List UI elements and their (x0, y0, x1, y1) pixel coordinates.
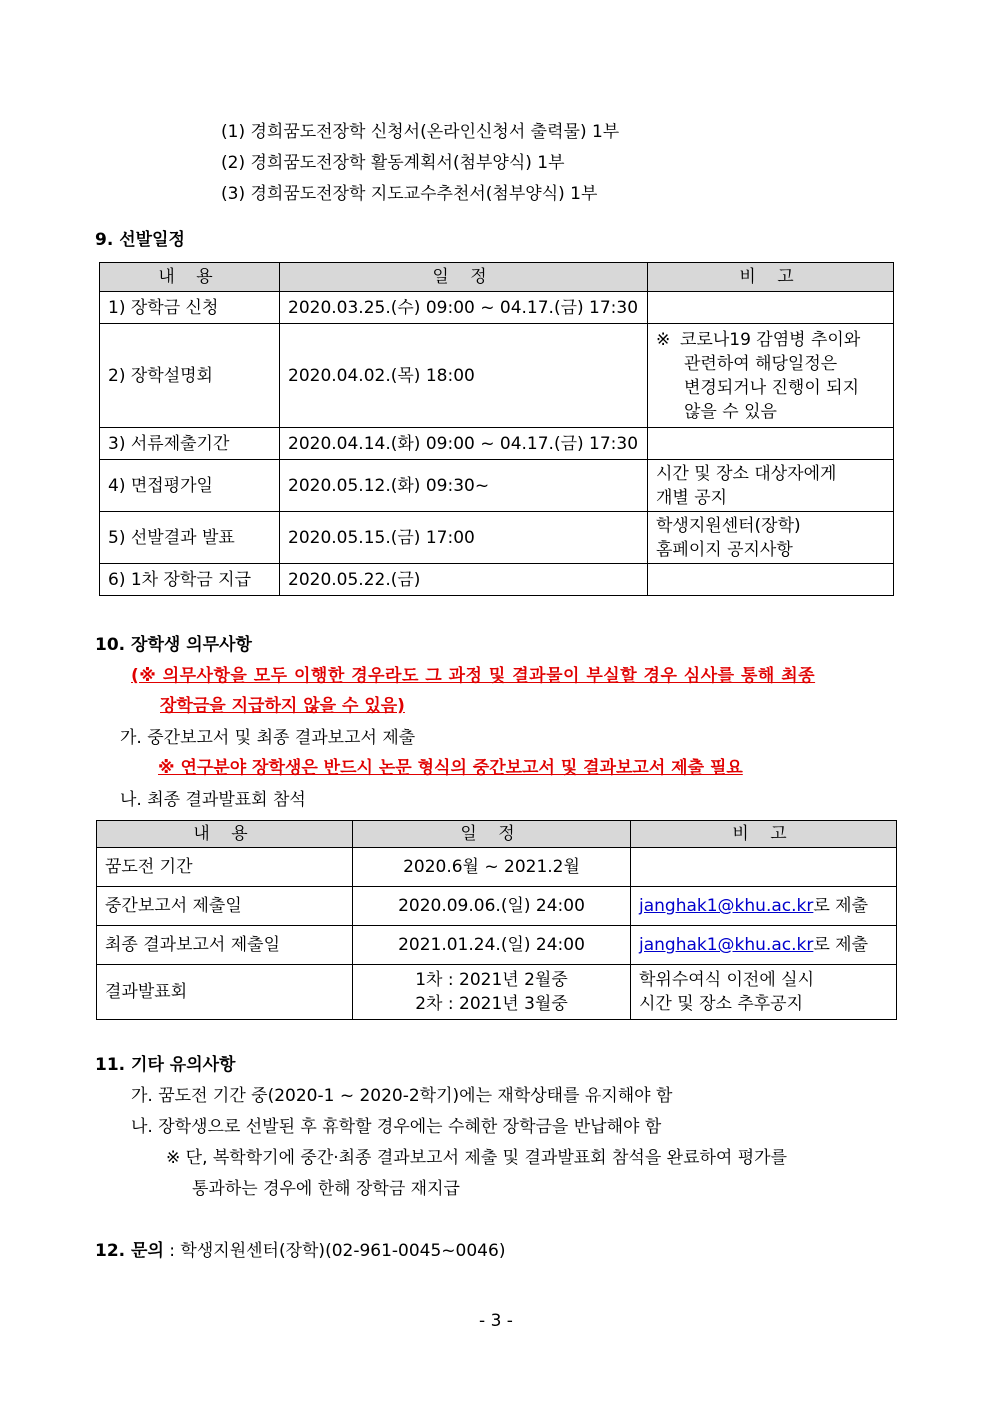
note-line-1: ※ 단, 복학학기에 중간·최종 결과보고서 제출 및 결과발표회 참석을 완료하여 평가를 (166, 1148, 788, 1168)
row-item: 3) 서류제출기간 (100, 428, 280, 460)
col-header-content: 내 용 (100, 263, 280, 292)
note-line: 시간 및 장소 대상자에게 (656, 463, 837, 484)
row-date: 2020.09.06.(일) 24:00 (353, 887, 631, 926)
table-row (100, 460, 894, 512)
contact-line (95, 1236, 505, 1261)
row-note (631, 848, 897, 887)
row-date: 2020.03.25.(수) 09:00 ~ 04.17.(금) 17:30 (280, 292, 648, 324)
note-suffix: 로 제출 (813, 935, 869, 955)
col-header-schedule: 일 정 (280, 263, 648, 292)
row-item: 꿈도전 기간 (97, 848, 353, 887)
section9-title: 9. 선발일정 (95, 230, 185, 250)
row-date: 2020.04.14.(화) 09:00 ~ 04.17.(금) 17:30 (280, 428, 648, 460)
row-date: 2020.05.12.(화) 09:30~ (280, 460, 648, 512)
table-row (100, 324, 894, 428)
item-ga: 가. 꿈도전 기간 중(2020-1 ~ 2020-2학기)에는 재학상태를 유지해야 함 (131, 1086, 673, 1106)
attachment-2: (2) 경희꿈도전장학 활동계획서(첨부양식) 1부 (221, 153, 565, 173)
row-note (648, 460, 894, 512)
row-item: 최종 결과보고서 제출일 (97, 926, 353, 965)
item-na: 나. 최종 결과발표회 참석 (120, 790, 306, 810)
attachment-3: (3) 경희꿈도전장학 지도교수추천서(첨부양식) 1부 (221, 184, 598, 204)
note-mark: ※ (656, 329, 671, 350)
date-line: 2차 : 2021년 3월중 (415, 994, 568, 1014)
section10-title: 10. 장학생 의무사항 (95, 635, 252, 655)
row-note (631, 887, 897, 926)
contact-text: : 학생지원센터(장학)(02-961-0045~0046) (163, 1241, 506, 1261)
attachment-1: (1) 경희꿈도전장학 신청서(온라인신청서 출력물) 1부 (221, 122, 620, 142)
row-item: 1) 장학금 신청 (100, 292, 280, 324)
warning-line-1: (※ 의무사항을 모두 이행한 경우라도 그 과정 및 결과물이 부실할 경우 심사를 통해 최종 (131, 666, 816, 686)
note-line-2: 통과하는 경우에 한해 장학금 재지급 (192, 1179, 460, 1199)
note-line: 홈페이지 공지사항 (656, 539, 793, 560)
item-ga: 가. 중간보고서 및 최종 결과보고서 제출 (120, 728, 416, 748)
row-note (648, 324, 894, 428)
row-note (631, 965, 897, 1020)
row-note (631, 926, 897, 965)
note-line: 학생지원센터(장학) (656, 515, 801, 536)
table-row (97, 965, 897, 1020)
research-note: ※ 연구분야 장학생은 반드시 논문 형식의 중간보고서 및 결과보고서 제출 필요 (158, 758, 743, 778)
item-na: 나. 장학생으로 선발된 후 휴학할 경우에는 수혜한 장학금을 반납해야 함 (131, 1117, 662, 1137)
col-header-note: 비 고 (631, 821, 897, 848)
section12-title: 12. 문의 (95, 1241, 164, 1261)
table-row (100, 428, 894, 460)
warning-line-2: 장학금을 지급하지 않을 수 있음) (160, 696, 405, 716)
row-item: 2) 장학설명회 (100, 324, 280, 428)
note-line: 코로나19 감염병 추이와 (680, 329, 861, 350)
row-note (648, 292, 894, 324)
col-header-content: 내 용 (97, 821, 353, 848)
table-row (100, 292, 894, 324)
row-note (648, 512, 894, 564)
note-suffix: 로 제출 (813, 896, 869, 916)
row-date: 2020.04.02.(목) 18:00 (280, 324, 648, 428)
section11-title: 11. 기타 유의사항 (95, 1055, 236, 1075)
selection-schedule-table (99, 262, 894, 596)
col-header-note: 비 고 (648, 263, 894, 292)
row-date: 2021.01.24.(일) 24:00 (353, 926, 631, 965)
row-date: 2020.6월 ~ 2021.2월 (353, 848, 631, 887)
note-line: 변경되거나 진행이 되지 (684, 377, 860, 398)
row-item: 5) 선발결과 발표 (100, 512, 280, 564)
table-row (100, 564, 894, 596)
row-item: 4) 면접평가일 (100, 460, 280, 512)
table-row (97, 848, 897, 887)
row-item: 중간보고서 제출일 (97, 887, 353, 926)
date-line: 1차 : 2021년 2월중 (415, 970, 568, 990)
email-link[interactable]: janghak1@khu.ac.kr (639, 935, 814, 955)
note-line: 개별 공지 (656, 487, 728, 508)
table-row (100, 512, 894, 564)
row-note (648, 564, 894, 596)
row-item: 결과발표회 (97, 965, 353, 1020)
email-link[interactable]: janghak1@khu.ac.kr (639, 896, 814, 916)
table-row (97, 887, 897, 926)
row-date: 2020.05.22.(금) (280, 564, 648, 596)
row-item: 6) 1차 장학금 지급 (100, 564, 280, 596)
note-line: 시간 및 장소 추후공지 (639, 994, 804, 1014)
row-note (648, 428, 894, 460)
row-date (353, 965, 631, 1020)
note-line: 않을 수 있음 (684, 401, 777, 422)
col-header-schedule: 일 정 (353, 821, 631, 848)
page-number: - 3 - (479, 1311, 513, 1331)
duty-schedule-table (96, 820, 897, 1020)
note-line: 관련하여 해당일정은 (684, 353, 838, 374)
table-row (97, 926, 897, 965)
row-date: 2020.05.15.(금) 17:00 (280, 512, 648, 564)
note-line: 학위수여식 이전에 실시 (639, 970, 815, 990)
